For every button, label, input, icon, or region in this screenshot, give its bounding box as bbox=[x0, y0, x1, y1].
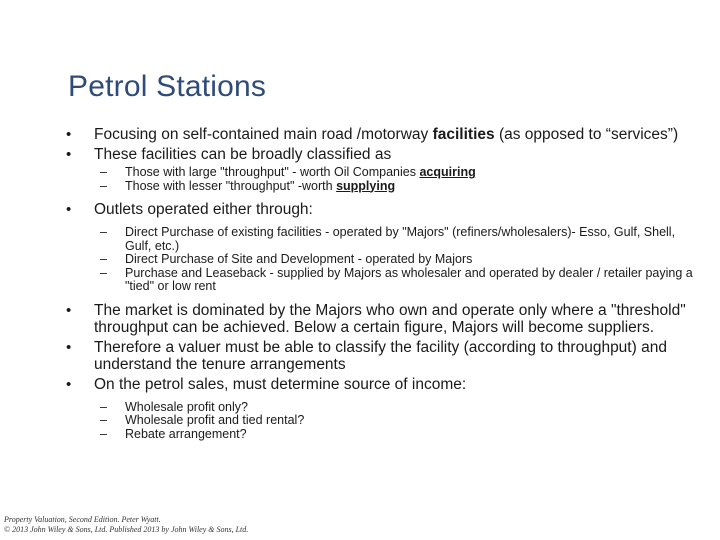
subbullet-large-throughput bbox=[60, 166, 700, 180]
subbullet-purchase-leaseback bbox=[60, 267, 700, 294]
subbullet-text: Direct Purchase of Site and Development - operated by Majors bbox=[125, 252, 473, 266]
bullet-valuer-classify bbox=[60, 339, 700, 373]
bullet-marker: • bbox=[66, 146, 72, 163]
bullet-focusing bbox=[60, 126, 700, 143]
underlined-acquiring: acquiring bbox=[419, 165, 476, 179]
subbullet-text: Direct Purchase of existing facilities - operated by "Majors" (refiners/wholesalers)- Esso, Gulf, Shell, Gulf, etc.) bbox=[125, 225, 676, 253]
bullet-text-tail: (as opposed to “services”) bbox=[498, 126, 679, 143]
dash-marker: – bbox=[100, 265, 107, 280]
bullet-text: Outlets operated either through: bbox=[94, 201, 313, 218]
subbullet-direct-purchase-site bbox=[60, 253, 700, 267]
bullet-text: Therefore a valuer must be able to classify the facility (according to throughput) and understand the tenure arrangements bbox=[94, 338, 667, 373]
dash-marker: – bbox=[100, 252, 107, 266]
bullet-outlets bbox=[60, 201, 700, 218]
dash-marker: – bbox=[100, 413, 107, 427]
slide-content bbox=[60, 126, 700, 441]
bullet-market-majors bbox=[60, 302, 700, 336]
underlined-supplying: supplying bbox=[336, 178, 396, 193]
subbullet-text: Purchase and Leaseback - supplied by Majors as wholesaler and operated by dealer / retailer paying a "tied" or low rent bbox=[125, 265, 693, 293]
subbullet-text: Those with lesser "throughput" -worth bbox=[125, 178, 333, 193]
subbullet-text: Wholesale profit and tied rental? bbox=[125, 413, 305, 427]
subbullet-lesser-throughput bbox=[60, 180, 700, 194]
bullet-petrol-sales bbox=[60, 376, 700, 393]
bullet-text: The market is dominated by the Majors who own and operate only where a "threshold" throughput can be achieved. Below a certain figure, Majors will become suppliers. bbox=[94, 301, 686, 336]
subbullet-text: Wholesale profit only? bbox=[125, 399, 248, 414]
bullet-marker: • bbox=[66, 338, 72, 356]
subbullet-wholesale-profit bbox=[60, 401, 700, 415]
dash-marker: – bbox=[100, 426, 107, 441]
bullet-text: Focusing on self-contained main road /motorway bbox=[94, 126, 429, 143]
subbullet-direct-purchase-existing bbox=[60, 226, 700, 253]
footer-line-2: © 2013 John Wiley & Sons, Ltd. Published 2013 by John Wiley & Sons, Ltd. bbox=[4, 525, 249, 534]
subbullet-text: Rebate arrangement? bbox=[125, 426, 247, 441]
copyright-footer bbox=[4, 515, 248, 535]
dash-marker: – bbox=[100, 165, 107, 179]
bullet-text: On the petrol sales, must determine source of income: bbox=[94, 375, 467, 393]
dash-marker: – bbox=[100, 225, 107, 239]
bullet-bold-text: facilities bbox=[432, 126, 495, 143]
dash-marker: – bbox=[100, 399, 107, 414]
bullet-marker: • bbox=[66, 126, 72, 143]
bullet-classified bbox=[60, 146, 700, 163]
bullet-text: These facilities can be broadly classified as bbox=[94, 146, 392, 163]
bullet-marker: • bbox=[66, 301, 72, 319]
slide-title: Petrol Stations bbox=[68, 70, 267, 103]
subbullet-wholesale-tied bbox=[60, 414, 700, 428]
bullet-marker: • bbox=[66, 375, 72, 393]
footer-line-1: Property Valuation, Second Edition. Peter Wyatt. bbox=[4, 515, 161, 524]
subbullet-rebate bbox=[60, 428, 700, 442]
subbullet-text: Those with large "throughput" - worth Oil Companies bbox=[125, 165, 416, 179]
bullet-marker: • bbox=[66, 201, 72, 218]
dash-marker: – bbox=[100, 178, 107, 193]
